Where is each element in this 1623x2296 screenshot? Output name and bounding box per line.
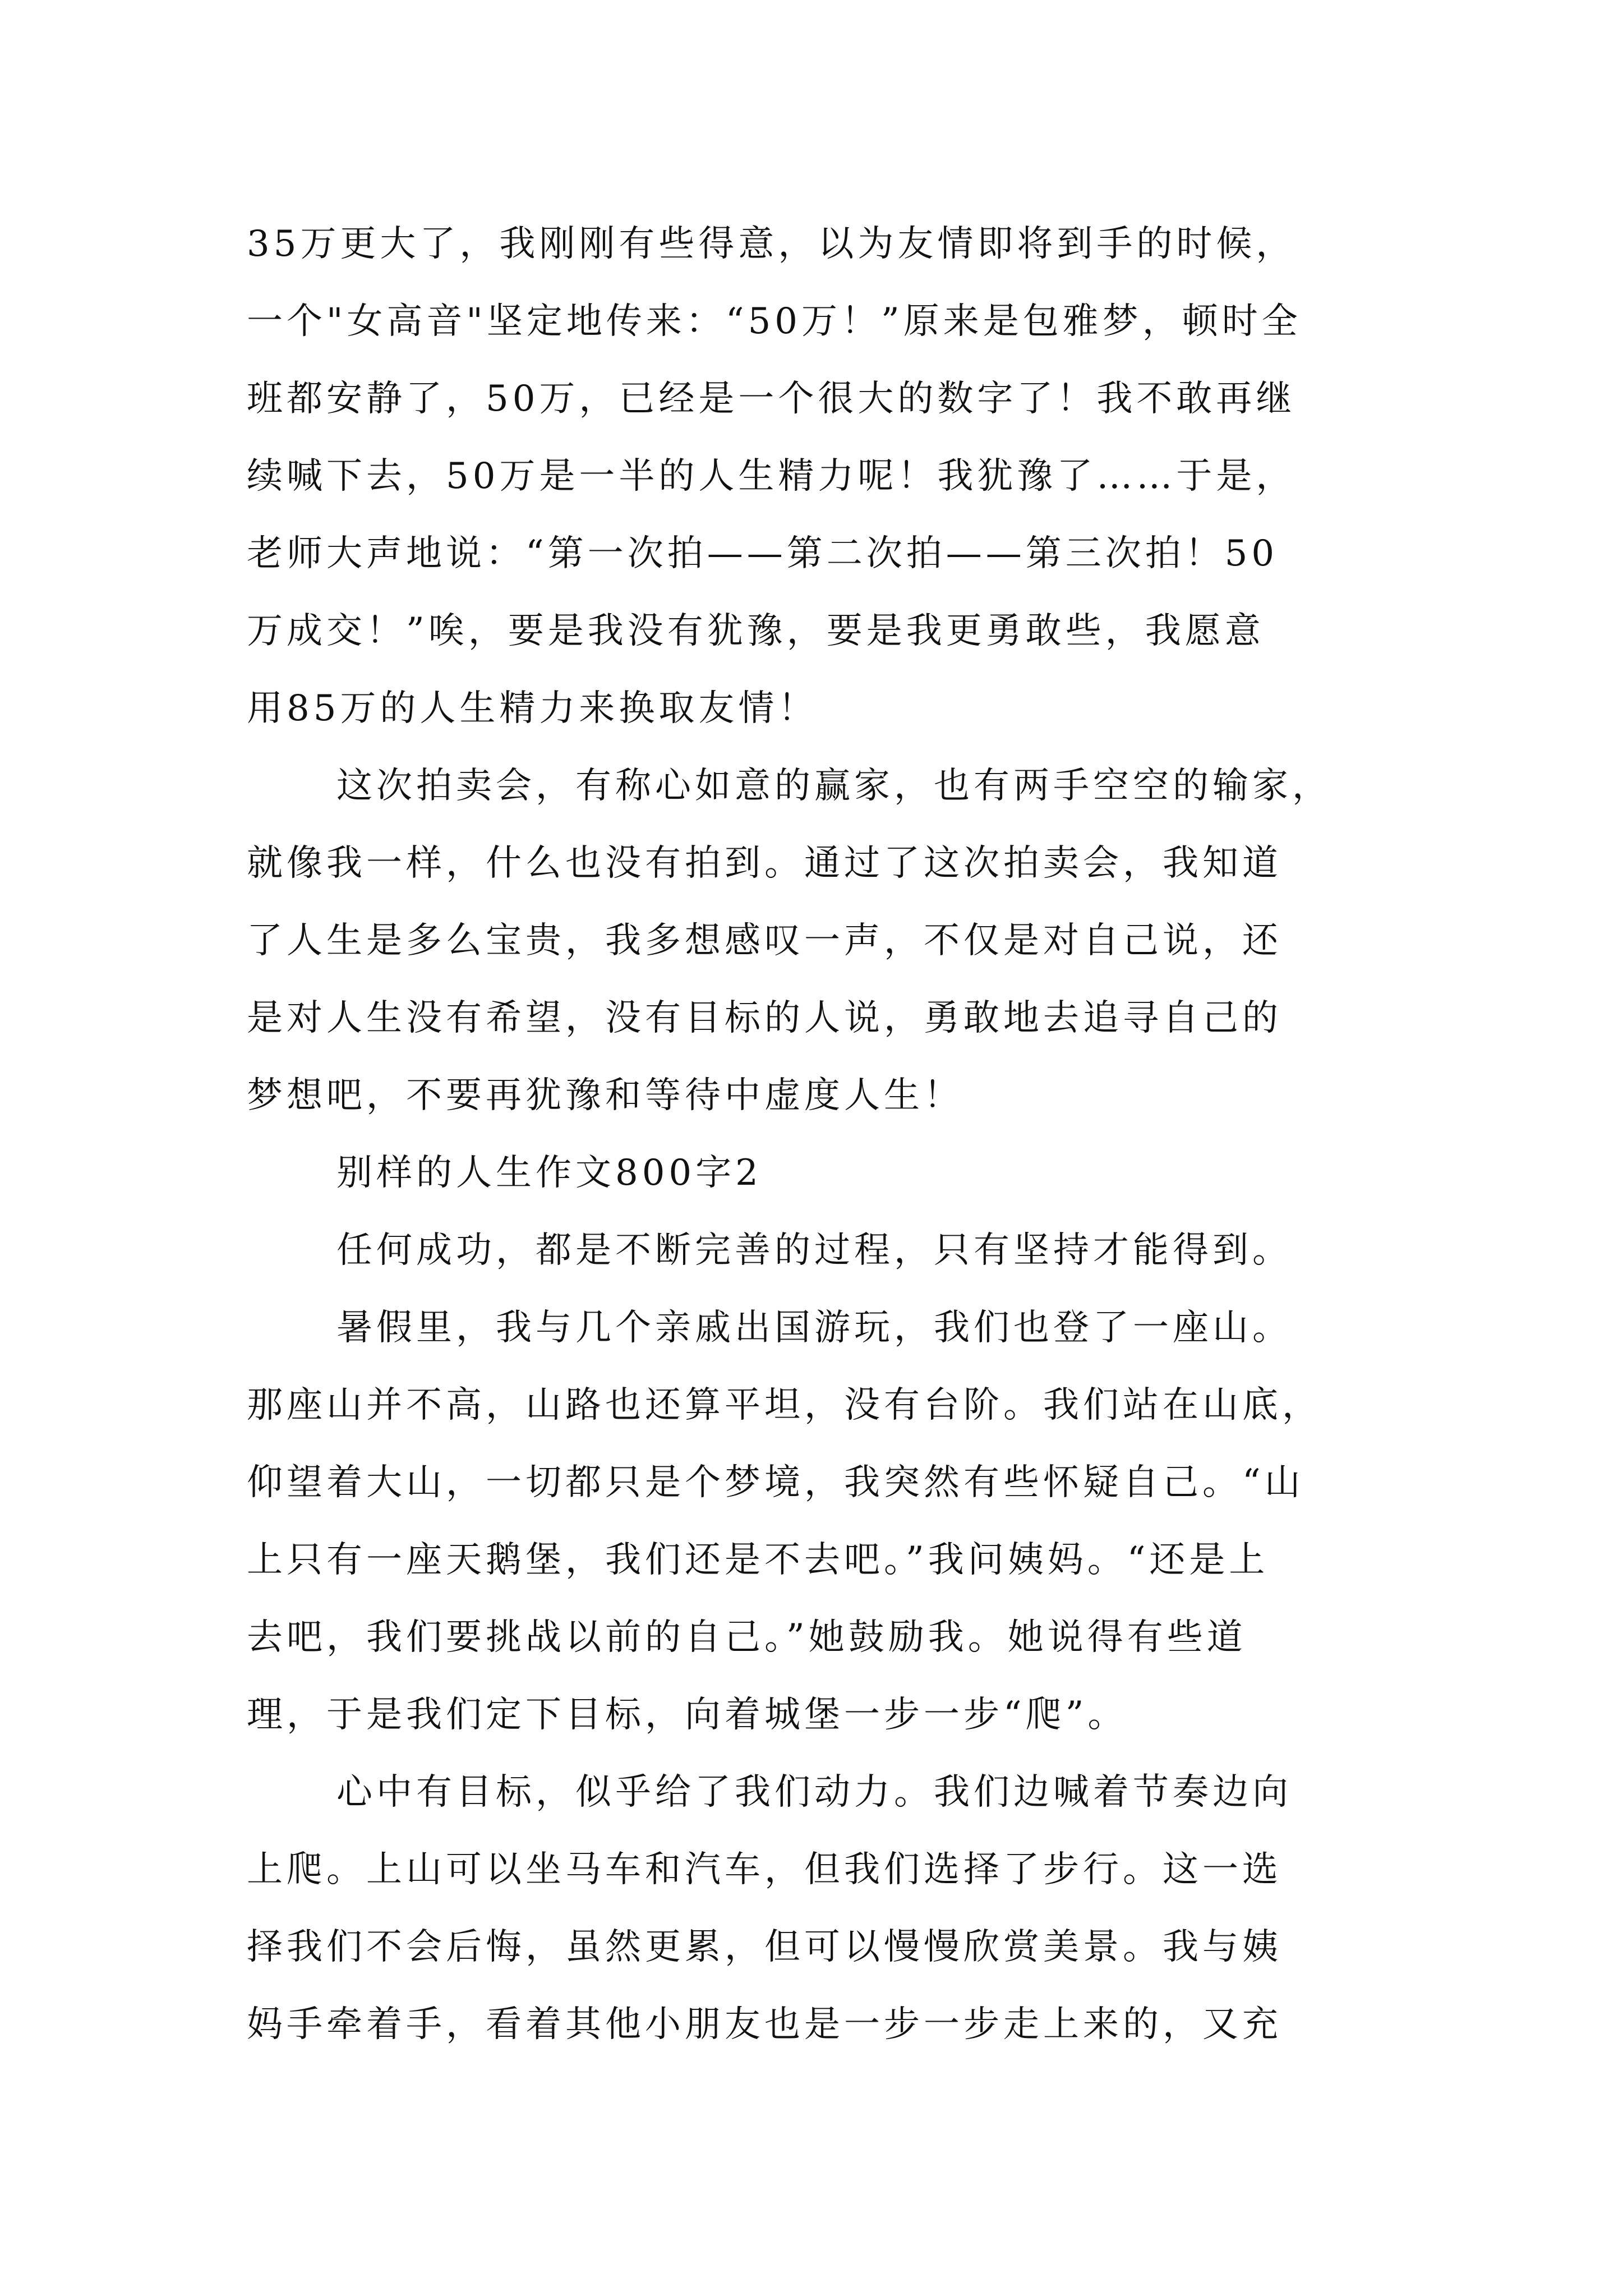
- section-heading: 别样的人生作文800字2: [336, 1152, 762, 1194]
- text-line: 就像我一样，什么也没有拍到。通过了这次拍卖会，我知道: [247, 843, 1282, 884]
- text-line: 梦想吧，不要再犹豫和等待中虚度人生！: [247, 1075, 963, 1116]
- text-line: 万成交！”唉，要是我没有犹豫，要是我更勇敢些，我愿意: [247, 610, 1265, 652]
- text-line: 去吧，我们要挑战以前的自己。”她鼓励我。她说得有些道: [247, 1617, 1247, 1658]
- paragraph-first-line: 这次拍卖会，有称心如意的赢家，也有两手空空的输家，: [336, 765, 1332, 807]
- paragraph-first-line: 心中有目标，似乎给了我们动力。我们边喊着节奏边向: [336, 1772, 1292, 1813]
- text-line: 仰望着大山，一切都只是个梦境，我突然有些怀疑自己。“山: [247, 1462, 1304, 1503]
- text-line: 一个"女高音"坚定地传来：“50万！”原来是包雅梦，顿时全: [247, 301, 1302, 342]
- text-line: 续喊下去，50万是一半的人生精力呢！我犹豫了……于是，: [247, 455, 1296, 497]
- text-line: 用85万的人生精力来换取友情！: [247, 688, 818, 729]
- text-line: 那座山并不高，山路也还算平坦，没有台阶。我们站在山底，: [247, 1384, 1322, 1426]
- paragraph-first-line: 任何成功，都是不断完善的过程，只有坚持才能得到。: [336, 1230, 1292, 1271]
- text-line: 班都安静了，50万，已经是一个很大的数字了！我不敢再继: [247, 378, 1296, 420]
- text-line: 上只有一座天鹅堡，我们还是不去吧。”我问姨妈。“还是上: [247, 1539, 1269, 1581]
- text-line: 上爬。上山可以坐马车和汽车，但我们选择了步行。这一选: [247, 1849, 1282, 1890]
- text-line: 是对人生没有希望，没有目标的人说，勇敢地去追寻自己的: [247, 997, 1282, 1039]
- text-line: 择我们不会后悔，虽然更累，但可以慢慢欣赏美景。我与姨: [247, 1926, 1282, 1968]
- text-line: 妈手牵着手，看着其他小朋友也是一步一步走上来的，又充: [247, 2004, 1282, 2045]
- text-line: 了人生是多么宝贵，我多想感叹一声，不仅是对自己说，还: [247, 920, 1282, 961]
- paragraph-first-line: 暑假里，我与几个亲戚出国游玩，我们也登了一座山。: [336, 1307, 1292, 1349]
- text-line: 35万更大了，我刚刚有些得意，以为友情即将到手的时候，: [247, 223, 1296, 265]
- text-line: 老师大声地说：“第一次拍——第二次拍——第三次拍！50: [247, 533, 1279, 574]
- text-line: 理，于是我们定下目标，向着城堡一步一步“爬”。: [247, 1694, 1128, 1736]
